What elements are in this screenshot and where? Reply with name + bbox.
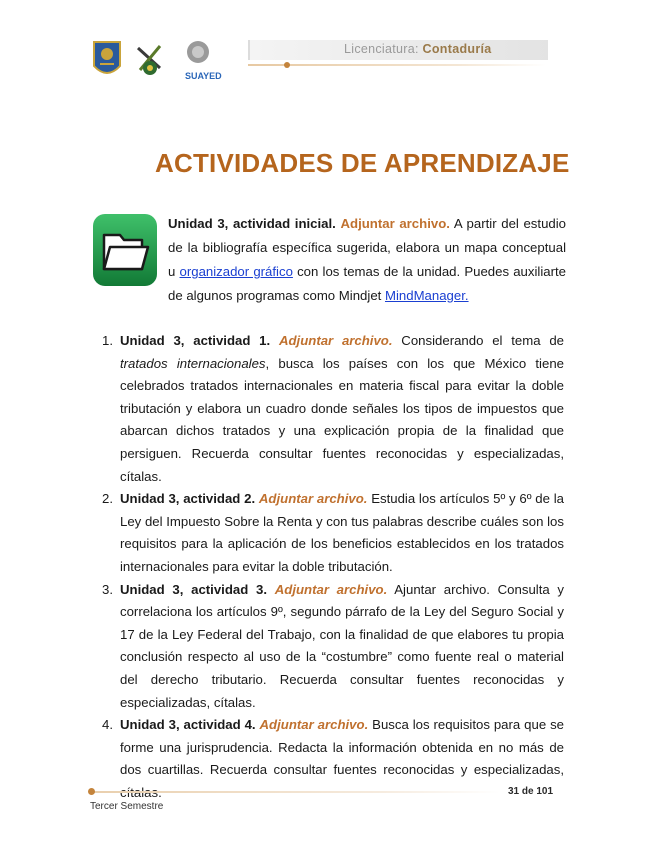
activity-1	[102, 330, 564, 488]
activity-number: 4.	[102, 717, 113, 733]
activity-attach-label: Adjuntar archivo.	[278, 333, 393, 348]
career-name: Contaduría	[422, 42, 492, 56]
intro-activity	[168, 212, 566, 308]
footer-bullet	[88, 788, 95, 795]
activity-text: Ajuntar archivo. Consulta y correlaciona los artículos 9º, segundo párrafo de la Ley del Seguro Social y 17 de la Ley Federal del Trabajo, con la finalidad de que elabores tu propia conclusión respecto al uso de la “costumbre” como fuente real o material del derecho tributario. Recuerda consultar fuentes reconocidas y especializadas, cítalas.	[120, 581, 565, 710]
activity-attach-label: Adjuntar archivo.	[259, 717, 369, 733]
mindmanager-link[interactable]: MindManager.	[384, 288, 469, 303]
fca-emblem-icon	[138, 46, 160, 75]
activity-unit-label: Unidad 3, actividad 4.	[120, 717, 256, 733]
activity-number: 3.	[102, 581, 113, 597]
activity-attach-label: Adjuntar archivo.	[274, 581, 388, 597]
footer-divider	[90, 791, 500, 793]
activity-text: Busca los requisitos para que se forme una jurisprudencia. Redacta la información obtenida en no más de dos cuartillas. Recuerda consultar fuentes reconocidas y especializadas,	[120, 717, 565, 778]
intro-attach-label: Adjuntar archivo.	[340, 216, 450, 231]
activity-number: 1.	[102, 333, 113, 348]
activity-number: 2.	[102, 491, 113, 507]
activity-attach-label: Adjuntar archivo.	[258, 491, 368, 507]
activity-text: Estudia los artículos 5º y 6º de la Ley del Impuesto Sobre la Renta y con tus palabras describe cuáles son los requisitos para la aplicación de los beneficios establecidos en los tratados internacionales para evitar la doble tributación.	[120, 491, 565, 574]
svg-text:SUAYED: SUAYED	[185, 71, 222, 81]
page-number: 31 de 101	[508, 786, 554, 797]
activity-text-cont: , busca los países con los que México tiene celebrados tratados internacionales en materia fiscal para evitar la doble tributación y elabora un cuadro donde señales los tipos de impuestos que abarcan dichos tratados y una explicación propia de la finalidad que persiguen. Recuerda consultar fuentes reconocidas y especializadas, cítalas.	[120, 355, 564, 484]
folder-icon	[92, 213, 158, 287]
activity-unit-label: Unidad 3, actividad 2.	[120, 491, 256, 507]
activity-unit-label: Unidad 3, actividad 3.	[120, 581, 268, 597]
activity-3	[102, 579, 564, 715]
institution-logos	[90, 38, 225, 82]
suayed-logo-icon	[185, 41, 222, 81]
page-title: ACTIVIDADES DE APRENDIZAJE	[155, 148, 570, 178]
activity-italic-term: tratados internacionales	[120, 355, 266, 371]
activities-list	[102, 330, 564, 804]
activity-unit-label: Unidad 3, actividad 1.	[120, 333, 271, 348]
unam-shield-icon	[94, 42, 120, 73]
intro-unit-label: Unidad 3, actividad inicial.	[168, 216, 336, 231]
header-divider	[248, 64, 546, 66]
header-bullet	[284, 62, 290, 68]
career-prefix: Licenciatura:	[344, 42, 423, 56]
semester-label: Tercer Semestre	[90, 801, 164, 812]
intro-text-2: con los temas de la unidad. Puedes auxiliarte de algunos programas como Mindjet	[168, 264, 567, 303]
activity-text: Considerando el tema de	[392, 333, 564, 348]
career-label	[344, 42, 492, 56]
intro-text-1: A partir del estudio de la bibliografía específica sugerida, elabora un mapa conceptual u	[168, 216, 567, 279]
activity-2	[102, 488, 564, 578]
organizador-grafico-link[interactable]: organizador gráfico	[179, 264, 293, 279]
